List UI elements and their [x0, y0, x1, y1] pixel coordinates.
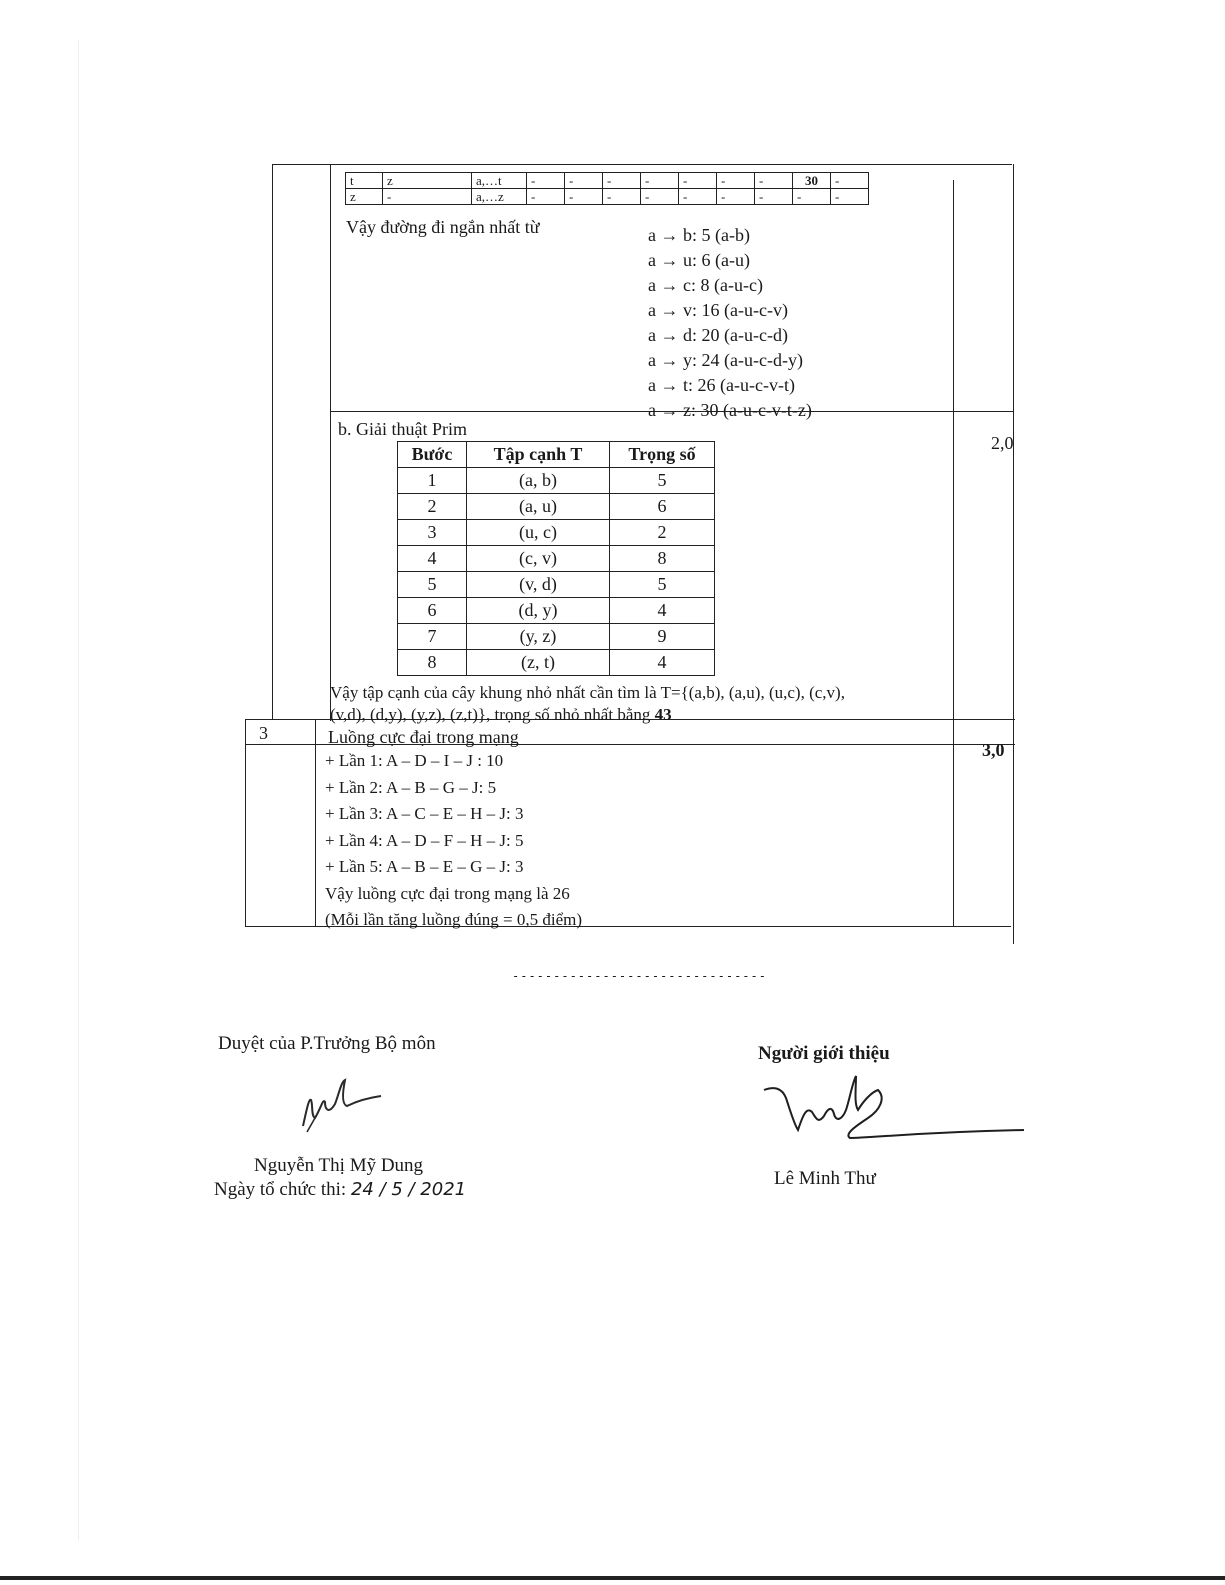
- table-row: [398, 650, 715, 676]
- table-cell: 4: [398, 546, 467, 572]
- table-cell: (y, z): [467, 624, 610, 650]
- scan-edge: [78, 40, 79, 1540]
- list-item: (Mỗi lần tăng luồng đúng = 0,5 điểm): [325, 910, 583, 929]
- table-row: [346, 173, 869, 189]
- table-row: [398, 572, 715, 598]
- table-row: [398, 468, 715, 494]
- table-border: [315, 719, 316, 926]
- presenter-name: Lê Minh Thư: [774, 1168, 876, 1189]
- table-cell: 6: [610, 494, 715, 520]
- table-row: [398, 520, 715, 546]
- table-cell: (v, d): [467, 572, 610, 598]
- table-row: [398, 546, 715, 572]
- table-cell: -: [793, 189, 831, 205]
- table-cell: z: [383, 173, 472, 189]
- table-cell: -: [641, 189, 679, 205]
- table-cell: -: [603, 189, 641, 205]
- table-cell: -: [679, 189, 717, 205]
- list-item: a → d: 20 (a-u-c-d): [648, 325, 788, 345]
- table-cell: (c, v): [467, 546, 610, 572]
- table-cell: 1: [398, 468, 467, 494]
- dijkstra-table: [345, 172, 869, 205]
- table-cell: -: [603, 173, 641, 189]
- approver-signature: [295, 1068, 395, 1140]
- prim-heading: b. Giải thuật Prim: [338, 419, 467, 439]
- table-cell: -: [755, 189, 793, 205]
- column-header: Bước: [398, 442, 467, 468]
- list-item: + Lần 4: A – D – F – H – J: 5: [325, 830, 524, 850]
- table-cell: -: [717, 173, 755, 189]
- table-cell: -: [527, 189, 565, 205]
- table-cell: -: [565, 173, 603, 189]
- list-item: + Lần 1: A – D – I – J : 10: [325, 751, 504, 770]
- table-cell: 7: [398, 624, 467, 650]
- table-border: [1013, 164, 1014, 944]
- list-item: Vậy luồng cực đại trong mạng là 26: [325, 883, 570, 903]
- table-cell: 4: [610, 598, 715, 624]
- list-item: + Lần 2: A – B – G – J: 5: [325, 777, 497, 797]
- question-title: Luồng cực đại trong mạng: [328, 727, 519, 747]
- table-cell: (d, y): [467, 598, 610, 624]
- table-cell: 2: [610, 520, 715, 546]
- table-cell: -: [831, 173, 869, 189]
- table-cell: -: [679, 173, 717, 189]
- prim-min-weight: 43: [654, 705, 672, 724]
- table-border: [245, 719, 246, 926]
- table-cell: -: [755, 173, 793, 189]
- table-cell: a,…z: [472, 189, 527, 205]
- table-cell: (u, c): [467, 520, 610, 546]
- exam-date-handwritten: 24 / 5 / 2021: [350, 1179, 467, 1200]
- table-cell: 6: [398, 598, 467, 624]
- table-cell: z: [346, 189, 383, 205]
- exam-date: [214, 1179, 466, 1201]
- table-cell: -: [717, 189, 755, 205]
- prim-conclusion-line1: Vậy tập cạnh của cây khung nhỏ nhất cần tìm là T={(a,b), (a,u), (u,c), (c,v),: [330, 683, 845, 702]
- table-cell: -: [565, 189, 603, 205]
- table-border: [272, 164, 1012, 165]
- table-cell: (a, b): [467, 468, 610, 494]
- max-flow-steps: [325, 748, 582, 934]
- list-item: a → z: 30 (a-u-c-v-t-z): [648, 400, 812, 420]
- list-item: + Lần 3: A – C – E – H – J: 3: [325, 804, 524, 823]
- table-header-row: [398, 442, 715, 468]
- question-score: 3,0: [982, 740, 1005, 760]
- list-item: a → y: 24 (a-u-c-d-y): [648, 350, 803, 370]
- table-cell: 5: [610, 468, 715, 494]
- table-border: [330, 164, 331, 721]
- approver-name: Nguyễn Thị Mỹ Dung: [254, 1155, 424, 1176]
- table-cell: 30: [793, 173, 831, 189]
- table-cell: -: [383, 189, 472, 205]
- presenter-title: Người giới thiệu: [758, 1043, 890, 1064]
- table-cell: 5: [398, 572, 467, 598]
- table-cell: (a, u): [467, 494, 610, 520]
- shortest-path-list: [648, 223, 812, 423]
- table-cell: 4: [610, 650, 715, 676]
- prim-conclusion-text: (v,d), (d,y), (y,z), (z,t)}, trọng số nhỏ nhất bằng: [330, 705, 655, 724]
- prim-table: [397, 441, 715, 676]
- list-item: a → b: 5 (a-b): [648, 225, 750, 245]
- table-cell: a,…t: [472, 173, 527, 189]
- table-cell: 5: [610, 572, 715, 598]
- exam-date-label: Ngày tổ chức thi:: [214, 1179, 351, 1200]
- list-item: a → v: 16 (a-u-c-v): [648, 300, 788, 320]
- list-item: a → c: 8 (a-u-c): [648, 275, 763, 295]
- table-cell: -: [831, 189, 869, 205]
- table-border: [272, 164, 273, 719]
- table-cell: 8: [398, 650, 467, 676]
- table-row: [346, 189, 869, 205]
- table-row: [398, 624, 715, 650]
- table-cell: (z, t): [467, 650, 610, 676]
- list-item: a → t: 26 (a-u-c-v-t): [648, 375, 795, 395]
- list-item: + Lần 5: A – B – E – G – J: 3: [325, 857, 524, 876]
- section-divider: -------------------------------: [512, 969, 767, 983]
- approver-title: Duyệt của P.Trưởng Bộ môn: [218, 1033, 436, 1054]
- table-cell: -: [641, 173, 679, 189]
- table-cell: -: [527, 173, 565, 189]
- prim-score: 2,0: [991, 433, 1014, 453]
- table-cell: 2: [398, 494, 467, 520]
- scan-border: [0, 1576, 1225, 1580]
- list-item: a → u: 6 (a-u): [648, 250, 750, 270]
- column-header: Tập cạnh T: [467, 442, 610, 468]
- table-cell: 8: [610, 546, 715, 572]
- prim-conclusion-line2: [330, 705, 672, 725]
- question-number: 3: [259, 723, 268, 743]
- shortest-path-intro: Vậy đường đi ngắn nhất từ: [346, 217, 540, 237]
- table-cell: 9: [610, 624, 715, 650]
- table-border: [953, 180, 954, 926]
- table-row: [398, 494, 715, 520]
- column-header: Trọng số: [610, 442, 715, 468]
- table-cell: 3: [398, 520, 467, 546]
- table-row: [398, 598, 715, 624]
- table-cell: t: [346, 173, 383, 189]
- presenter-signature: [760, 1070, 1030, 1145]
